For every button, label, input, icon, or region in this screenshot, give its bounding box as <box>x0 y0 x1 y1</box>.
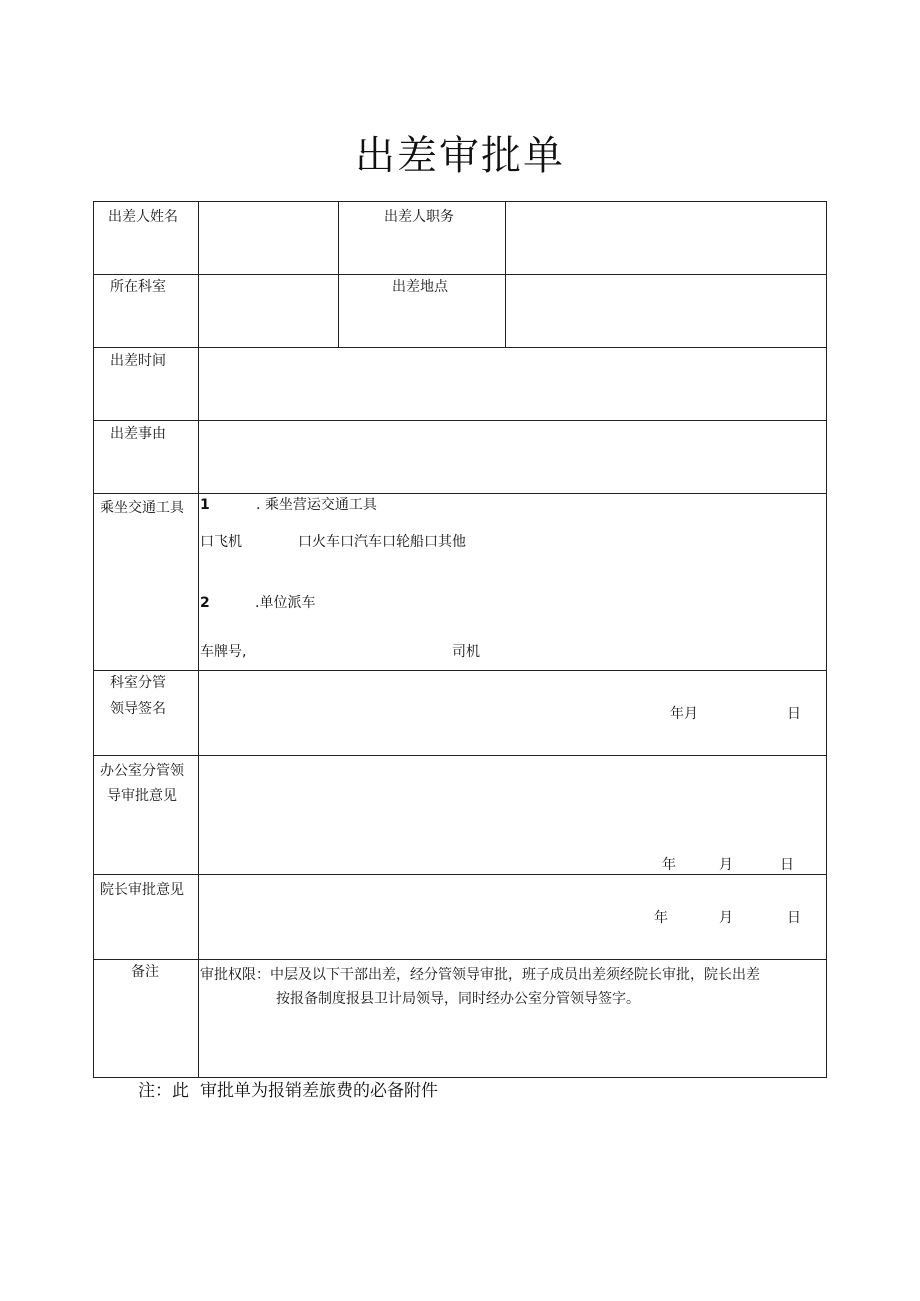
transport-label: 乘坐交通工具 <box>100 500 184 516</box>
travel-time-label: 出差时间 <box>110 353 166 369</box>
office-opinion-date-day: 日 <box>780 857 794 873</box>
page-title: 出差审批单 <box>355 133 565 179</box>
office-opinion-date-month: 月 <box>719 857 733 873</box>
dept-leader-sign-label-line1: 科室分管 <box>110 675 166 691</box>
office-opinion-date-year: 年 <box>662 857 676 873</box>
row-divider <box>93 493 827 494</box>
office-leader-opinion-label-line1: 办公室分管领 <box>100 763 184 779</box>
travel-reason-field[interactable] <box>199 421 826 493</box>
traveler-name-field[interactable] <box>199 202 338 274</box>
sign-date-year-month: 年月 <box>670 706 698 722</box>
remarks-text-line1: 审批权限：中层及以下干部出差，经分管领导审批，班子成员出差须经院长审批，院长出差 <box>200 967 760 983</box>
table-border-bottom <box>93 1077 827 1078</box>
dean-opinion-date-year: 年 <box>654 910 668 926</box>
footnote-text: 审批单为报销差旅费的必备附件 <box>200 1081 438 1101</box>
transport-option2-number: 2 <box>200 595 210 611</box>
dean-opinion-date-month: 月 <box>719 910 733 926</box>
checkbox-group-train-car-ship-other[interactable]: 口火车口汽车口轮船口其他 <box>298 534 466 550</box>
department-label: 所在科室 <box>110 279 166 295</box>
dept-leader-sign-field[interactable] <box>199 671 826 755</box>
table-border-left <box>93 201 94 1078</box>
location-label: 出差地点 <box>392 279 448 295</box>
transport-option2-label: .单位派车 <box>255 595 316 611</box>
traveler-position-field[interactable] <box>506 202 826 274</box>
transport-option1-label: . 乘坐营运交通工具 <box>256 497 377 513</box>
footnote-prefix: 注：此 <box>138 1081 189 1101</box>
dean-opinion-date-day: 日 <box>787 910 801 926</box>
transport-option1-number: 1 <box>200 497 210 513</box>
traveler-position-label: 出差人职务 <box>384 209 454 225</box>
remarks-text-line2: 按报备制度报县卫计局领导，同时经办公室分管领导签字。 <box>276 991 640 1007</box>
dept-leader-sign-label-line2: 领导签名 <box>110 701 166 717</box>
remarks-label: 备注 <box>131 964 159 980</box>
sign-date-day: 日 <box>787 706 801 722</box>
department-field[interactable] <box>199 275 338 347</box>
row-divider <box>93 959 827 960</box>
checkbox-plane[interactable]: 口飞机 <box>200 534 242 550</box>
location-field[interactable] <box>506 275 826 347</box>
driver-label: 司机 <box>452 644 480 660</box>
table-border-right <box>826 201 827 1078</box>
travel-reason-label: 出差事由 <box>110 426 166 442</box>
traveler-name-label: 出差人姓名 <box>108 209 178 225</box>
travel-time-field[interactable] <box>199 348 826 420</box>
office-leader-opinion-label-line2: 导审批意见 <box>107 788 177 804</box>
column-divider <box>338 201 339 348</box>
dean-opinion-label: 院长审批意见 <box>100 882 184 898</box>
plate-number-label: 车牌号, <box>200 644 247 660</box>
